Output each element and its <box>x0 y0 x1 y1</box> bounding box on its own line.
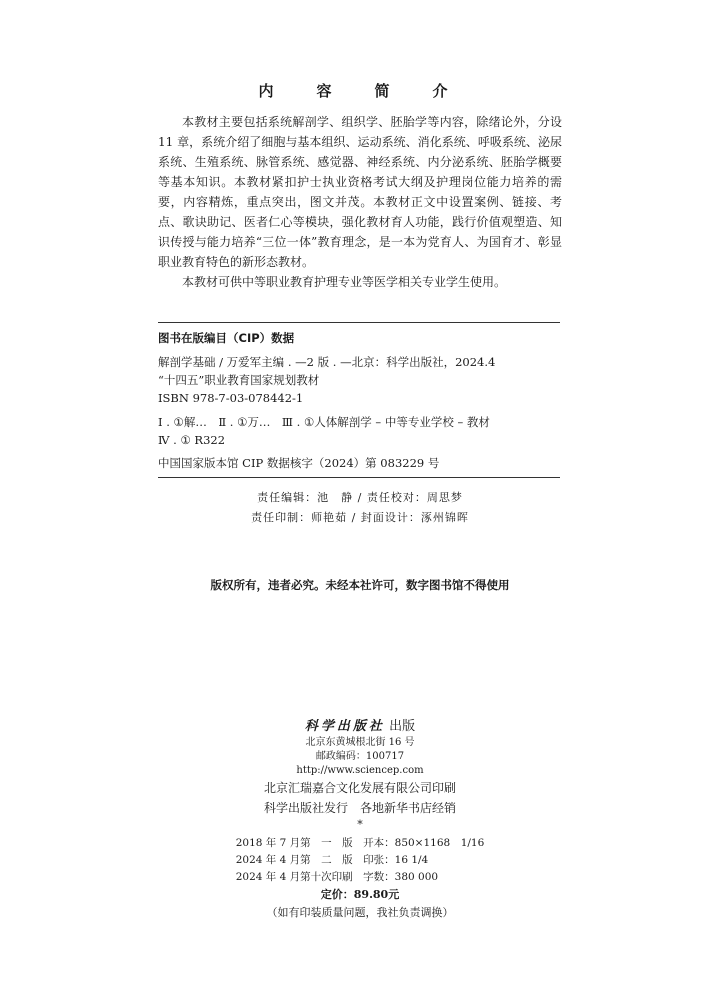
cip-classification-line: Ⅰ . ①解… Ⅱ . ①万… Ⅲ . ①人体解剖学 – 中等专业学校 – 教材 <box>158 415 490 429</box>
separator-star: * <box>357 818 363 831</box>
editors-line-1: 责任编辑：池 静 / 责任校对：周思梦 <box>257 491 463 504</box>
cip-isbn-line: ISBN 978-7-03-078442-1 <box>158 391 304 405</box>
cip-bibliographic-line: 解剖学基础 / 万爱军主编 . —2 版 . —北京：科学出版社，2024.4 <box>158 355 496 369</box>
distribution-line: 科学出版社发行 各地新华书店经销 <box>263 801 456 815</box>
content-summary <box>158 112 562 292</box>
publisher-address: 北京东黄城根北街 16 号 <box>305 737 415 748</box>
publisher-block <box>0 718 720 922</box>
publisher-line <box>0 718 720 736</box>
edition-info <box>236 835 485 886</box>
copyright-notice: 版权所有，违者必究。未经本社许可，数字图书馆不得使用 <box>210 578 510 592</box>
summary-paragraph-1: 本教材主要包括系统解剖学、组织学、胚胎学等内容，除绪论外，分设 11 章，系统介绍了细胞与基本组织、运动系统、消化系统、呼吸系统、泌尿系统、生殖系统、脉管系统、感觉器、神经系统、内分泌系统、胚胎学概要等基本知识。本教材紧扣护士执业资格考试大纲及护理岗位能力培养的需要，内容精炼，重点突出，图文并茂。本教材正文中设置案例、链接、考点、歌诀助记、医者仁心等模块，强化教材育人功能，践行价值观塑造、知识传授与能力培养“三位一体”教育理念，是一本为党育人、为国育才、彰显职业教育特色的新形态教材。 <box>158 115 562 269</box>
cip-data-block <box>158 322 560 478</box>
cip-heading: 图书在版编目（CIP）数据 <box>158 331 295 345</box>
quality-note: （如有印装质量问题，我社负责调换） <box>266 906 454 919</box>
cip-clc-line: Ⅳ . ① R322 <box>158 433 226 447</box>
edition-line-3: 2024 年 4 月第十次印刷 字数：380 000 <box>235 871 439 883</box>
cip-number-line: 中国国家版本馆 CIP 数据核字（2024）第 083229 号 <box>158 456 440 470</box>
edition-line-1: 2018 年 7 月第 一 版 开本：850×1168 1/16 <box>235 837 485 849</box>
publisher-logo: 科学出版社 <box>304 719 385 734</box>
publisher-website: http://www.sciencep.com <box>296 765 424 776</box>
editors-line-2: 责任印制：师艳茹 / 封面设计：涿州锦晖 <box>251 511 469 524</box>
summary-paragraph-2: 本教材可供中等职业教育护理专业等医学相关专业学生使用。 <box>182 275 507 289</box>
cip-series-line: “十四五”职业教育国家规划教材 <box>158 373 320 387</box>
responsible-editors <box>0 488 720 528</box>
page-title: 内 容 简 介 <box>258 82 462 100</box>
publisher-suffix: 出版 <box>389 719 416 734</box>
price: 定价：89.80元 <box>320 888 400 901</box>
printer-line: 北京汇瑞嘉合文化发展有限公司印刷 <box>263 781 456 795</box>
edition-line-2: 2024 年 4 月第 二 版 印张：16 1/4 <box>235 854 429 866</box>
publisher-postcode: 邮政编码：100717 <box>315 751 405 762</box>
